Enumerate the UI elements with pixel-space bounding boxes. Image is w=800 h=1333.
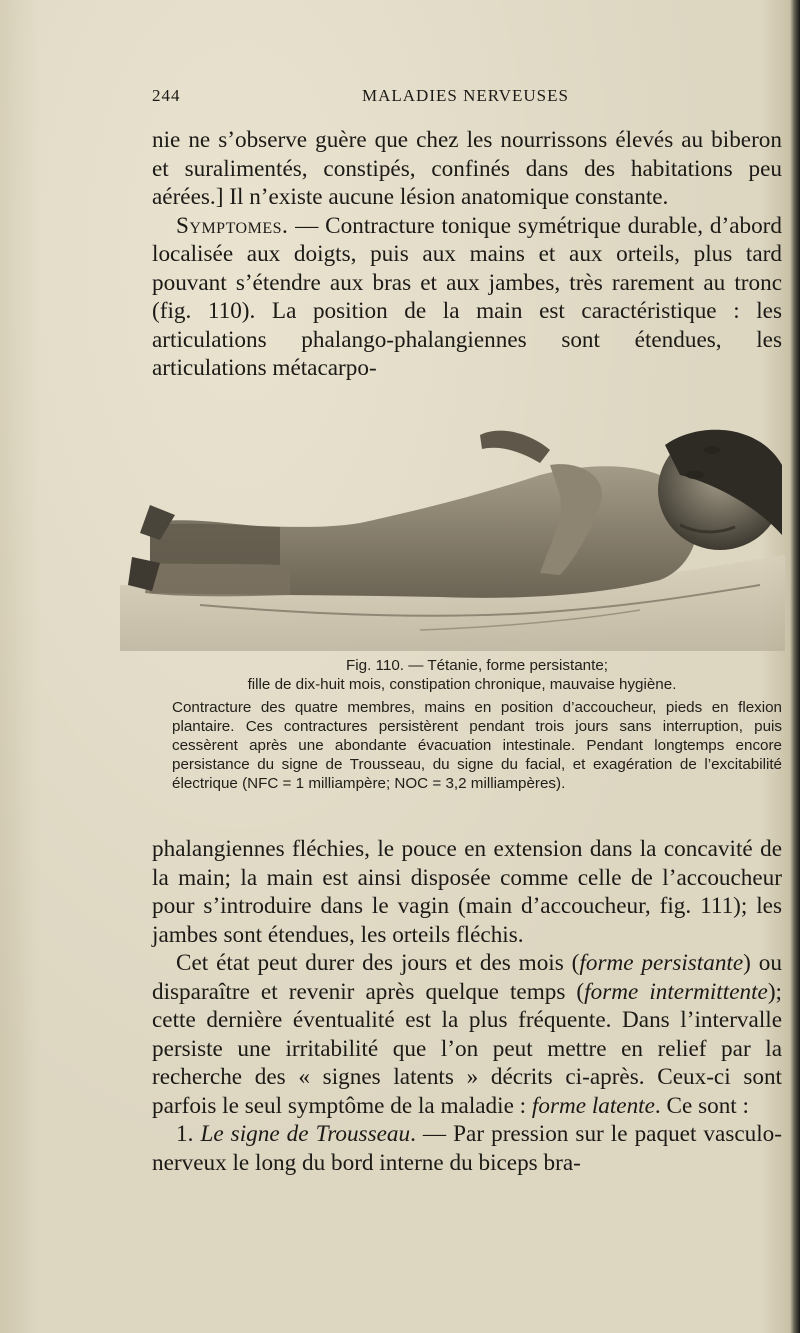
text-block-bottom (152, 835, 782, 1177)
forms-text-c: ); cette dernière éventualité est la plus fréquente. Dans l’intervalle persiste une irritabilité que l’on peut mettre en relief par la recherche des « signes latents » décrits ci-après. Ceux-ci sont parfois le seul symptôme de la maladie : (152, 978, 782, 1119)
section-lead-symptomes: Symptomes. (176, 212, 289, 239)
forms-italic-intermittente: forme intermittente (584, 978, 768, 1005)
caption-body: Contracture des quatre membres, mains en position d’accoucheur, pieds en flexion plantaire. Ces contractures persistèrent pendant trois jours sans interruption, puis cessèrent après une abondante évacuation intestinale. Pendant longtemps encore persistance du signe de Trousseau, du signe du facial, et exagération de l’excitabilité électrique (NFC = 1 milliampère; NOC = 3,2 milliampères). (172, 699, 782, 792)
figure-110-illustration (120, 415, 785, 651)
forms-text-a: Cet état peut durer des jours et des mois ( (176, 950, 580, 976)
infant-photograph (120, 415, 785, 651)
forms-italic-persistante: forme persistante (579, 950, 744, 976)
page-number: 244 (152, 86, 181, 105)
paragraph-forms (152, 949, 782, 1120)
page-edge-shadow (794, 0, 800, 1333)
trousseau-italic: Le signe de Trousseau (200, 1121, 411, 1147)
trousseau-text: . — Par pression sur le paquet vasculo-nerveux le long du bord interne du biceps bra- (152, 1121, 782, 1176)
paragraph-symptoms (152, 212, 782, 383)
text-block-top (152, 126, 782, 383)
running-title: MALADIES NERVEUSES (362, 86, 569, 105)
list-number: 1. (176, 1121, 201, 1147)
paragraph-hand-position: phalangiennes fléchies, le pouce en extension dans la concavité de la main; la main est ainsi disposée comme celle de l’accoucheur pour s’introduire dans le vagin (main d’accoucheur, fig. 111); les jambes sont étendues, les orteils fléchis. (152, 836, 782, 948)
symptoms-text: — Contracture tonique symétrique durable, d’abord localisée aux doigts, puis aux mains et aux orteils, plus tard pouvant s’étendre aux bras et aux jambes, très rarement au tronc (fig. 110). La position de la main est caractéristique : les articulations phalango-phalangiennes sont étendues, les articulations métacarpo- (152, 212, 782, 381)
paragraph-trousseau (152, 1120, 782, 1177)
forms-text-b: ) ou disparaître et revenir après quelque temps ( (152, 950, 782, 1005)
forms-italic-latente: forme latente (531, 1092, 655, 1119)
caption-title-line2: fille de dix-huit mois, constipation chronique, mauvaise hygiène. (247, 676, 677, 693)
forms-text-d: . Ce sont : (654, 1092, 749, 1119)
paragraph-etiology-end: nie ne s’observe guère que chez les nourrissons élevés au biberon et suralimentés, constipés, confinés dans des habitations peu aérées.] Il n’existe aucune lésion anatomique constante. (152, 127, 782, 210)
caption-title-line1: Fig. 110. — Tétanie, forme persistante; (346, 657, 608, 674)
running-header (152, 86, 772, 114)
figure-caption (172, 656, 782, 793)
